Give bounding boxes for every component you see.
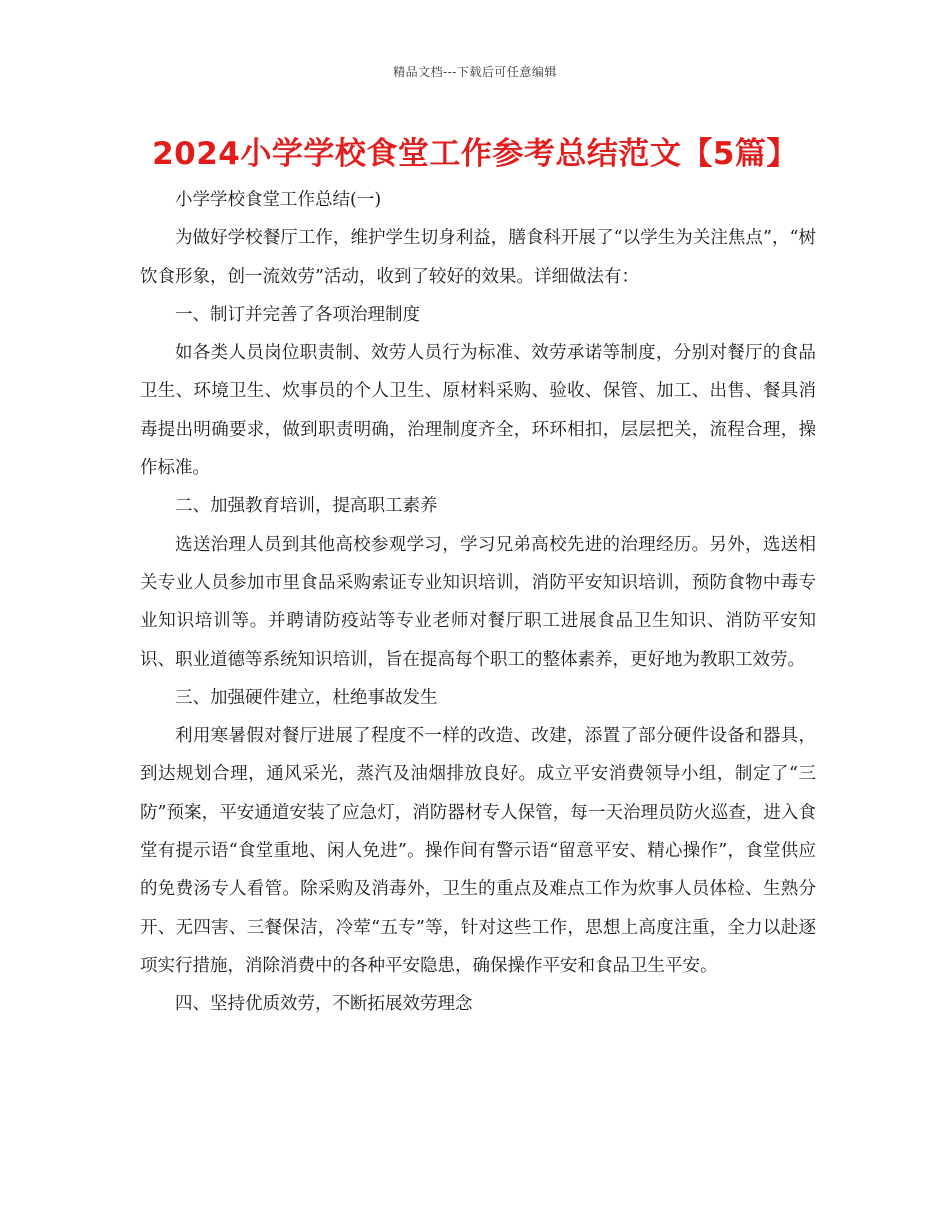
section-heading: 四、坚持优质效劳，不断拓展效劳理念 — [175, 994, 473, 1015]
header-note: 精品文档---下载后可任意编辑 — [393, 65, 557, 79]
section-heading: 一、制订并完善了各项治理制度 — [175, 304, 420, 325]
body-paragraph: 利用寒暑假对餐厅进展了程度不一样的改造、改建，添置了部分硬件设备和器具，到达规划合理，通风采光，蒸汽及油烟排放良好。成立平安消费领导小组，制定了“三防”预案，平安通道安装了应急灯，消防器材专人保管，每一天治理员防火巡查，进入食堂有提示语“食堂重地、闲人免进”。操作间有警示语“留意平安、精心操作”，食堂供应的免费汤专人看管。除采购及消毒外，卫生的重点及难点工作为炊事人员体检、生熟分开、无四害、三餐保洁，冷荤“五专”等，针对这些工作，思想上高度注重，全力以赴逐项实行措施，消除消费中的各种平安隐患，确保操作平安和食品卫生平安。 — [140, 726, 816, 976]
section-heading: 小学学校食堂工作总结(一) — [175, 190, 382, 210]
body-paragraph: 如各类人员岗位职责制、效劳人员行为标准、效劳承诺等制度，分别对餐厅的食品卫生、环境卫生、炊事员的个人卫生、原材料采购、验收、保管、加工、出售、餐具消毒提出明确要求，做到职责明确，治理制度齐全，环环相扣，层层把关，流程合理，操作标准。 — [140, 343, 816, 479]
document-body — [140, 181, 816, 1024]
body-paragraph: 为做好学校餐厅工作，维护学生切身利益，膳食科开展了“以学生为关注焦点”，“树饮食形象，创一流效劳”活动，收到了较好的效果。详细做法有： — [140, 228, 816, 287]
document-title: 2024小学学校食堂工作参考总结范文【5篇】 — [152, 136, 798, 172]
section-heading: 三、加强硬件建立，杜绝事故发生 — [175, 687, 438, 708]
body-paragraph: 选送治理人员到其他高校参观学习，学习兄弟高校先进的治理经历。另外，选送相关专业人员参加市里食品采购索证专业知识培训，消防平安知识培训，预防食物中毒专业知识培训等。并聘请防疫站等专业老师对餐厅职工进展食品卫生知识、消防平安知识、职业道德等系统知识培训，旨在提高每个职工的整体素养，更好地为教职工效劳。 — [140, 534, 816, 670]
section-heading: 二、加强教育培训，提高职工素养 — [175, 496, 438, 517]
